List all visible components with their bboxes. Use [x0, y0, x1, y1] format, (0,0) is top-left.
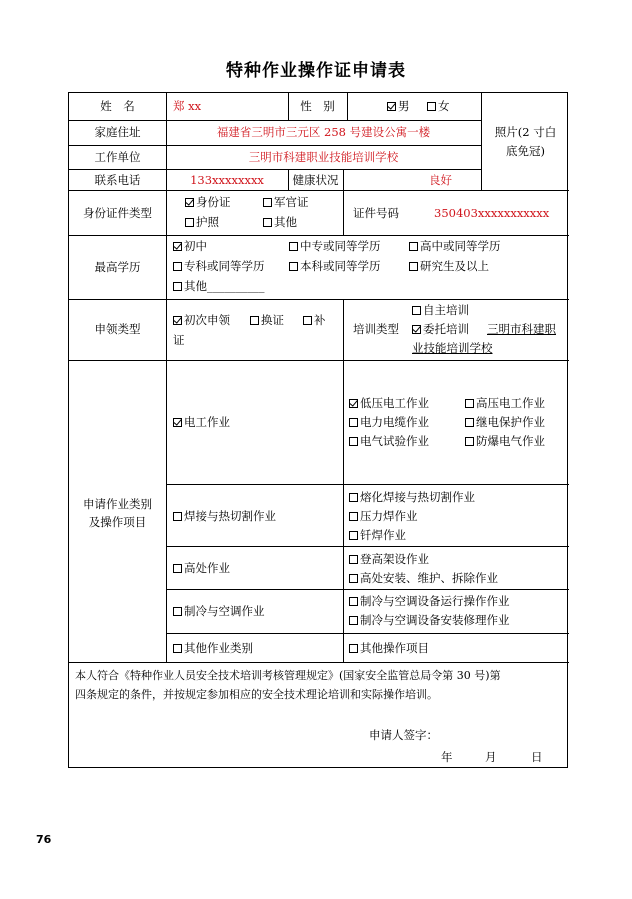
- education-option-junior[interactable]: 初中: [173, 238, 207, 254]
- checkbox-checked-icon[interactable]: [173, 316, 182, 325]
- apply-option-renew[interactable]: 换证: [250, 312, 284, 328]
- checkbox-icon[interactable]: [349, 616, 358, 625]
- name-value: 郑 xx: [173, 99, 202, 113]
- checkbox-icon[interactable]: [349, 418, 358, 427]
- id-type-option-officer[interactable]: 军官证: [263, 194, 309, 210]
- checkbox-icon[interactable]: [427, 102, 436, 111]
- checkbox-icon[interactable]: [289, 242, 298, 251]
- phone-value: 133xxxxxxxx: [190, 173, 264, 187]
- education-option-other[interactable]: 其他__________: [173, 278, 265, 294]
- gender-option-male[interactable]: 男: [387, 98, 410, 114]
- training-org-line2: 业技能培训学校: [412, 341, 493, 355]
- checkbox-icon[interactable]: [349, 574, 358, 583]
- item-pressure-welding[interactable]: 压力焊作业: [349, 508, 418, 524]
- checkbox-icon[interactable]: [173, 644, 182, 653]
- checkbox-icon[interactable]: [465, 399, 474, 408]
- apply-option-reissue-wrap: 证: [173, 333, 185, 347]
- checkbox-checked-icon[interactable]: [349, 399, 358, 408]
- apply-option-reissue[interactable]: 补: [303, 312, 326, 328]
- training-type-label: 培训类型: [353, 322, 399, 336]
- id-type-option-other[interactable]: 其他: [263, 214, 297, 230]
- id-number-label: 证件号码: [353, 206, 399, 220]
- page-number: 76: [36, 833, 52, 846]
- checkbox-icon[interactable]: [465, 418, 474, 427]
- checkbox-icon[interactable]: [412, 306, 421, 315]
- training-option-self[interactable]: 自主培训: [412, 302, 469, 318]
- checkbox-checked-icon[interactable]: [185, 198, 194, 207]
- address-label: 家庭住址: [94, 125, 141, 139]
- checkbox-icon[interactable]: [289, 262, 298, 271]
- item-power-cable[interactable]: 电力电缆作业: [349, 414, 429, 430]
- application-form: [68, 92, 568, 768]
- category-other[interactable]: 其他作业类别: [173, 640, 253, 656]
- checkbox-icon[interactable]: [173, 282, 182, 291]
- checkbox-icon[interactable]: [173, 607, 182, 616]
- item-electrical-testing[interactable]: 电气试验作业: [349, 433, 429, 449]
- education-other-blank[interactable]: __________: [207, 279, 265, 293]
- checkbox-icon[interactable]: [349, 512, 358, 521]
- item-hvac-repair[interactable]: 制冷与空调设备安装修理作业: [349, 612, 510, 628]
- checkbox-icon[interactable]: [263, 198, 272, 207]
- checkbox-icon[interactable]: [250, 316, 259, 325]
- phone-label: 联系电话: [94, 173, 141, 187]
- declaration-line1: 本人符合《特种作业人员安全技术培训考核管理规定》(国家安全监管总局令第 30 号)第: [75, 669, 501, 682]
- gender-label: 性 别: [300, 99, 335, 113]
- item-high-voltage[interactable]: 高压电工作业: [465, 395, 545, 411]
- checkbox-checked-icon[interactable]: [387, 102, 396, 111]
- item-fusion-welding[interactable]: 熔化焊接与热切割作业: [349, 489, 475, 505]
- item-scaffolding[interactable]: 登高架设作业: [349, 551, 429, 567]
- checkbox-icon[interactable]: [173, 564, 182, 573]
- gender-option-female[interactable]: 女: [427, 98, 450, 114]
- apply-option-first[interactable]: 初次申领: [173, 312, 230, 328]
- declaration-line2: 四条规定的条件，并按规定参加相应的安全技术理论培训和实际操作培训。: [75, 688, 438, 701]
- health-value: 良好: [429, 173, 452, 187]
- education-option-college[interactable]: 专科或同等学历: [173, 258, 265, 274]
- category-label-line1: 申请作业类别: [83, 497, 152, 511]
- checkbox-checked-icon[interactable]: [173, 418, 182, 427]
- checkbox-icon[interactable]: [349, 597, 358, 606]
- employer-value: 三明市科建职业技能培训学校: [248, 150, 399, 164]
- category-welding[interactable]: 焊接与热切割作业: [173, 508, 276, 524]
- checkbox-icon[interactable]: [173, 512, 182, 521]
- photo-placeholder-line1: 照片(2 寸白: [494, 125, 557, 139]
- checkbox-icon[interactable]: [409, 262, 418, 271]
- date-day: 日: [531, 750, 543, 764]
- checkbox-checked-icon[interactable]: [173, 242, 182, 251]
- item-high-install[interactable]: 高处安装、维护、拆除作业: [349, 570, 498, 586]
- item-low-voltage[interactable]: 低压电工作业: [349, 395, 429, 411]
- address-value: 福建省三明市三元区 258 号建设公寓一楼: [216, 125, 431, 139]
- id-type-option-passport[interactable]: 护照: [185, 214, 219, 230]
- page-title: 特种作业操作证申请表: [226, 61, 406, 81]
- date-month: 月: [485, 750, 497, 764]
- id-type-label: 身份证件类型: [83, 206, 152, 220]
- checkbox-checked-icon[interactable]: [412, 325, 421, 334]
- photo-placeholder-line2: 底免冠): [506, 144, 545, 158]
- checkbox-icon[interactable]: [185, 218, 194, 227]
- checkbox-icon[interactable]: [349, 493, 358, 502]
- item-explosion-proof[interactable]: 防爆电气作业: [465, 433, 545, 449]
- checkbox-icon[interactable]: [465, 437, 474, 446]
- education-option-bachelor[interactable]: 本科或同等学历: [289, 258, 381, 274]
- category-heights[interactable]: 高处作业: [173, 560, 230, 576]
- training-org-line1: 三明市科建职: [487, 322, 556, 336]
- employer-label: 工作单位: [94, 150, 141, 164]
- id-type-option-id-card[interactable]: 身份证: [185, 194, 231, 210]
- item-other[interactable]: 其他操作项目: [349, 640, 429, 656]
- checkbox-icon[interactable]: [409, 242, 418, 251]
- category-electrician[interactable]: 电工作业: [173, 414, 230, 430]
- item-hvac-operation[interactable]: 制冷与空调设备运行操作作业: [349, 593, 510, 609]
- health-label: 健康状况: [292, 173, 339, 187]
- signature-label: 申请人签字：: [369, 728, 438, 742]
- name-label: 姓 名: [100, 99, 135, 113]
- education-option-vocational[interactable]: 中专或同等学历: [289, 238, 381, 254]
- checkbox-icon[interactable]: [303, 316, 312, 325]
- education-option-senior[interactable]: 高中或同等学历: [409, 238, 501, 254]
- category-refrigeration[interactable]: 制冷与空调作业: [173, 603, 265, 619]
- checkbox-icon[interactable]: [349, 531, 358, 540]
- category-label-line2: 及操作项目: [88, 515, 147, 529]
- checkbox-icon[interactable]: [349, 644, 358, 653]
- checkbox-icon[interactable]: [263, 218, 272, 227]
- checkbox-icon[interactable]: [173, 262, 182, 271]
- item-relay-protection[interactable]: 继电保护作业: [465, 414, 545, 430]
- id-number-value: 350403xxxxxxxxxxx: [434, 206, 550, 220]
- apply-type-label: 申领类型: [94, 322, 141, 336]
- checkbox-icon[interactable]: [349, 555, 358, 564]
- training-option-entrusted[interactable]: 委托培训: [412, 321, 469, 337]
- date-year: 年: [441, 750, 453, 764]
- education-label: 最高学历: [94, 260, 141, 274]
- education-option-graduate[interactable]: 研究生及以上: [409, 258, 489, 274]
- item-brazing[interactable]: 钎焊作业: [349, 527, 406, 543]
- checkbox-icon[interactable]: [349, 437, 358, 446]
